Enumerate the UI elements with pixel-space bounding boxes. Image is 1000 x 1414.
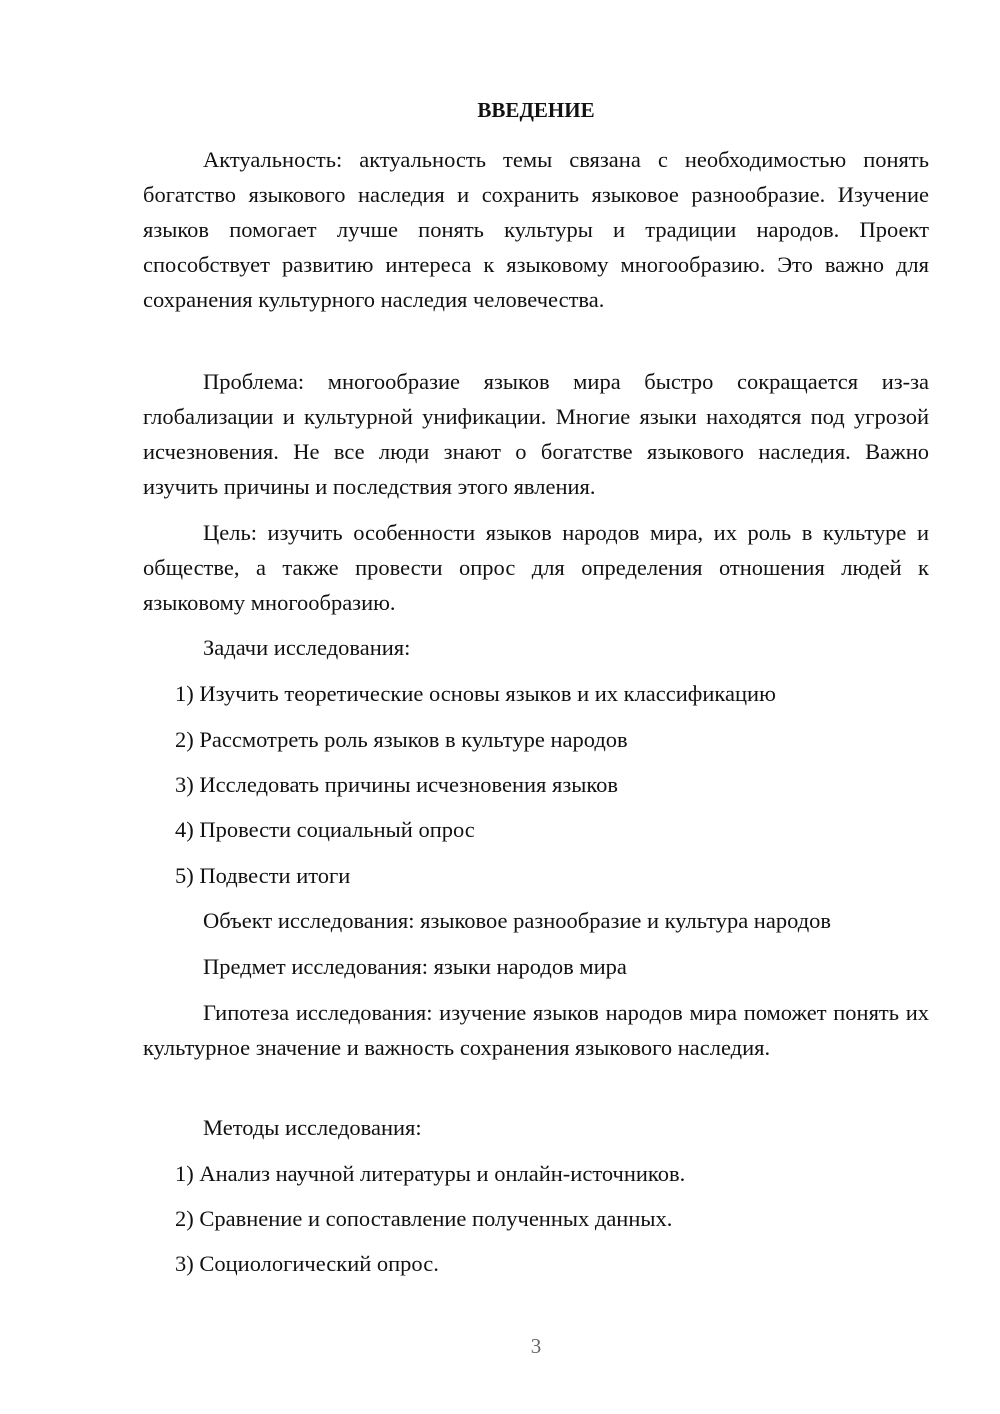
relevance-paragraph: Актуальность: актуальность темы связана с необходимостью понять богатство языкового наследия и сохранить языковое разнообразие. Изучение языков помогает лучше понять культуры и традиции народов. Проект способствует развитию интереса к языковому многообразию. Это важно для сохранения культурного наследия человечества. [143,147,929,312]
task-item-1: 1) Изучить теоретические основы языков и их классификацию [175,681,776,706]
method-item-3: 3) Социологический опрос. [175,1251,439,1276]
task-item-3: 3) Исследовать причины исчезновения языков [175,772,619,797]
page-number: 3 [530,1334,542,1358]
task-item-5: 5) Подвести итоги [175,863,351,888]
subject-line: Предмет исследования: языки народов мира [203,954,627,979]
method-item-1: 1) Анализ научной литературы и онлайн-источников. [175,1161,686,1186]
document-page [143,0,929,1414]
problem-paragraph: Проблема: многообразие языков мира быстро сокращается из-за глобализации и культурной унификации. Многие языки находятся под угрозой исчезновения. Не все люди знают о богатстве языкового наследия. Важно изучить причины и последствия этого явления. [143,369,929,499]
methods-heading: Методы исследования: [203,1115,422,1140]
page-title: ВВЕДЕНИЕ [477,98,595,122]
tasks-heading: Задачи исследования: [203,635,411,660]
object-line: Объект исследования: языковое разнообразие и культура народов [203,908,832,933]
method-item-2: 2) Сравнение и сопоставление полученных данных. [175,1206,673,1231]
task-item-2: 2) Рассмотреть роль языков в культуре народов [175,727,628,752]
task-item-4: 4) Провести социальный опрос [175,817,475,842]
hypothesis-paragraph: Гипотеза исследования: изучение языков народов мира поможет понять их культурное значение и важность сохранения языкового наследия. [143,1000,929,1060]
goal-paragraph: Цель: изучить особенности языков народов мира, их роль в культуре и обществе, а также провести опрос для определения отношения людей к языковому многообразию. [143,520,929,615]
